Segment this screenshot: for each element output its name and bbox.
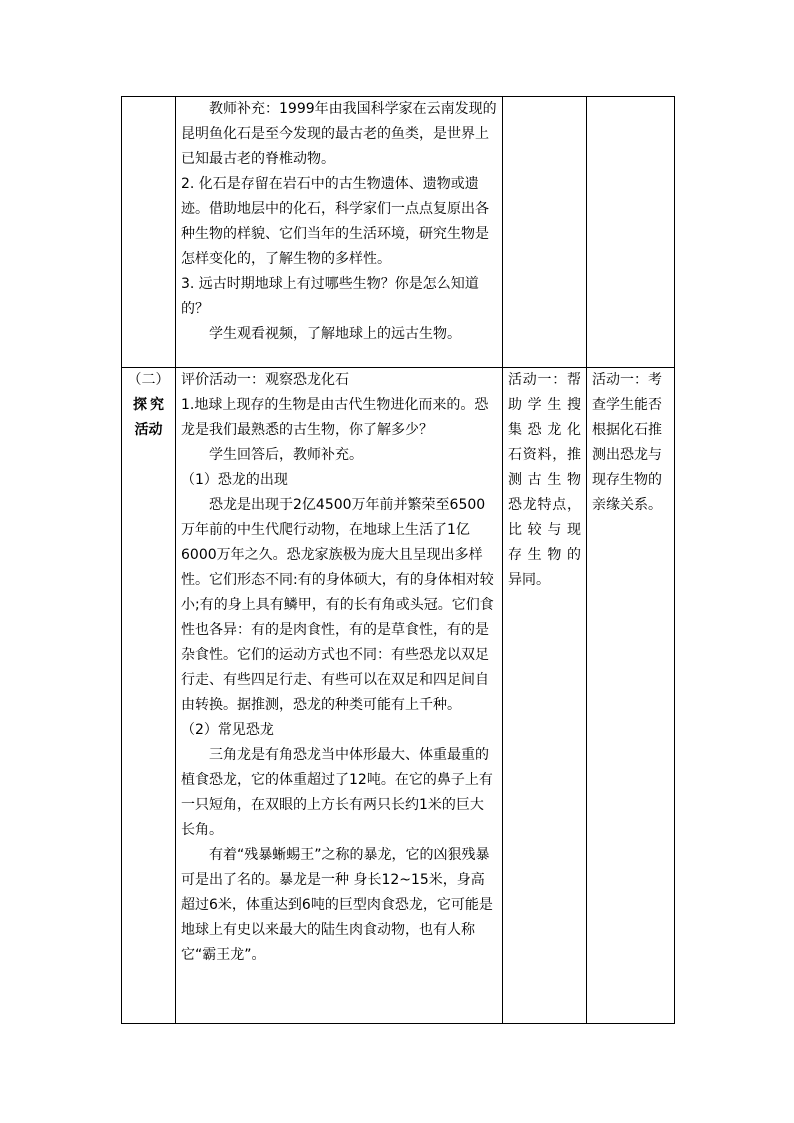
content-cell <box>176 368 503 1024</box>
student-activity-line: 存生物的 <box>508 547 581 563</box>
design-intent-line: 查学生能否 <box>592 397 662 413</box>
fossil-definition-text: 2. 化石是存留在岩石中的古生物遗体、遗物或遗迹。借助地层中的化石，科学家们一点点复原出各种生物的样貌、它们当年的生活环境，研究生物是怎样变化的，了解生物的多样性。 <box>181 176 489 267</box>
stage-number: （二） <box>127 372 170 388</box>
stage-label-char: 究 <box>150 397 164 413</box>
stage-cell-empty <box>122 97 176 368</box>
student-activity-line: 石资料，推 <box>508 447 581 463</box>
lesson-plan-table <box>121 96 675 1024</box>
question-1-text: 1.地球上现存的生物是由古代生物进化而来的。恐龙是我们最熟悉的古生物，你了解多少？ <box>181 397 489 438</box>
triceratops-text: 三角龙是有角恐龙当中体形最大、体重最重的植食恐龙，它的体重超过了12吨。在它的鼻子上有一只短角，在双眼的上方长有两只长约1米的巨大长角。 <box>181 747 493 838</box>
answer-intro-text: 学生回答后，教师补充。 <box>209 447 363 463</box>
table-row <box>122 368 675 1024</box>
student-video-text: 学生观看视频，了解地球上的远古生物。 <box>209 326 461 342</box>
design-intent-line: 亲缘关系。 <box>592 497 662 513</box>
student-activity-line: 测古生物 <box>508 472 581 488</box>
design-intent-line: 现存生物的 <box>592 472 662 488</box>
design-intent-line: 根据化石推 <box>592 422 662 438</box>
stage-label-row <box>127 393 170 418</box>
content-cell <box>176 97 503 368</box>
student-activity-line: 集恐龙化 <box>508 422 581 438</box>
design-intent-line: 活动一：考 <box>592 372 662 388</box>
design-intent-cell-empty <box>587 97 675 368</box>
table-row <box>122 97 675 368</box>
stage-label-char: 探 <box>133 397 147 413</box>
student-activity-line: 助学生搜 <box>508 397 581 413</box>
question-text: 3. 远古时期地球上有过哪些生物？你是怎么知道的？ <box>181 276 479 317</box>
teacher-supplement-text: 教师补充：1999年由我国科学家在云南发现的昆明鱼化石是至今发现的最古老的鱼类，是世界上已知最古老的脊椎动物。 <box>181 101 497 167</box>
dinosaur-origin-text: 恐龙是出现于2亿4500万年前并繁荣至6500万年前的中生代爬行动物，在地球上生活了1亿6000万年之久。恐龙家族极为庞大且呈现出多样性。它们形态不同:有的身体硕大，有的身体相对较小;有的身上具有鳞甲，有的长有角或头冠。它们食性也各异：有的是肉食性，有的是草食性，有的是杂食性。它们的运动方式也不同：有些恐龙以双足行走、有些四足行走、有些可以在双足和四足间自由转换。据推测，恐龙的种类可能有上千种。 <box>181 497 494 713</box>
student-activity-line: 异同。 <box>508 572 550 588</box>
stage-label: 活动 <box>134 422 163 438</box>
subheading-dinosaur-origin: （1）恐龙的出现 <box>181 472 288 488</box>
student-activity-cell <box>503 368 587 1024</box>
student-activity-line: 比较与现 <box>508 522 581 538</box>
subheading-common-dinosaurs: （2）常见恐龙 <box>181 722 274 738</box>
tyrannosaurus-text: 有着“残暴蜥蜴王”之称的暴龙，它的凶狠残暴可是出了名的。暴龙是一种 身长12~15米，身高超过6米，体重达到6吨的巨型肉食恐龙，它可能是地球上有史以来最大的陆生肉食动物，也有人称它“霸王龙”。 <box>181 847 493 963</box>
design-intent-line: 测出恐龙与 <box>592 447 662 463</box>
activity-title: 评价活动一：观察恐龙化石 <box>181 372 349 388</box>
student-activity-line: 恐龙特点， <box>508 497 581 513</box>
student-activity-cell-empty <box>503 97 587 368</box>
design-intent-cell <box>587 368 675 1024</box>
stage-cell <box>122 368 176 1024</box>
student-activity-line: 活动一：帮 <box>508 372 581 388</box>
